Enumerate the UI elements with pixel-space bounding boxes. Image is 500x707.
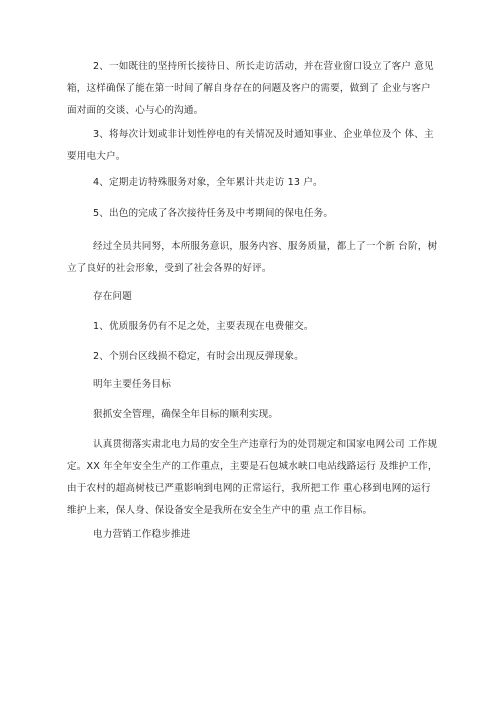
paragraph-special-visits: 4、定期走访特殊服务对象，全年累计共走访 13 户。 <box>93 177 323 188</box>
heading-next-year-goals: 明年主要任务目标 <box>93 379 171 390</box>
paragraph-safety-regulations: 认真贯彻落实肃北电力局的安全生产违章行为的处罚规定和国家电网公司 工作规定。XX 年全年安全生产的工作重点，主要是石包城水峡口电站线路运行 及维护工作，由于农村的超高树枝已严重影响到电网的正常运行，我所把工作 重心移到电网的运行维护上来，保人身、保设备安全是我所在安全生产中的重 点工作目标。 <box>67 439 438 516</box>
paragraph-reception-tasks: 5、出色的完成了各次接待任务及中考期间的保电任务。 <box>93 208 334 219</box>
paragraph-outage-notice: 3、将每次计划或非计划性停电的有关情况及时通知事业、企业单位及个 体、主要用电大户。 <box>67 129 434 162</box>
paragraph-problem-2: 2、个别台区线损不稳定，有时会出现反弹现象。 <box>93 351 304 362</box>
paragraph-safety-management: 狠抓安全管理，确保全年目标的顺利实现。 <box>93 409 279 420</box>
paragraph-problem-1: 1、优质服务仍有不足之处，主要表现在电费催交。 <box>93 321 314 332</box>
paragraph-service-improvement: 经过全员共同努，本所服务意识，服务内容、服务质量，都上了一个新 台阶，树立了良好的社会形象，受到了社会各界的好评。 <box>67 241 438 274</box>
heading-marketing-progress: 电力营销工作稳步推进 <box>93 529 191 540</box>
paragraph-visit-activities: 2、一如既往的坚持所长接待日、所长走访活动，并在营业窗口设立了客户 意见箱，这样确保了能在第一时间了解自身存在的问题及客户的需要，做到了 企业与客户面对面的交谈、心与心的沟通。 <box>67 61 434 116</box>
heading-existing-problems: 存在问题 <box>93 291 132 302</box>
